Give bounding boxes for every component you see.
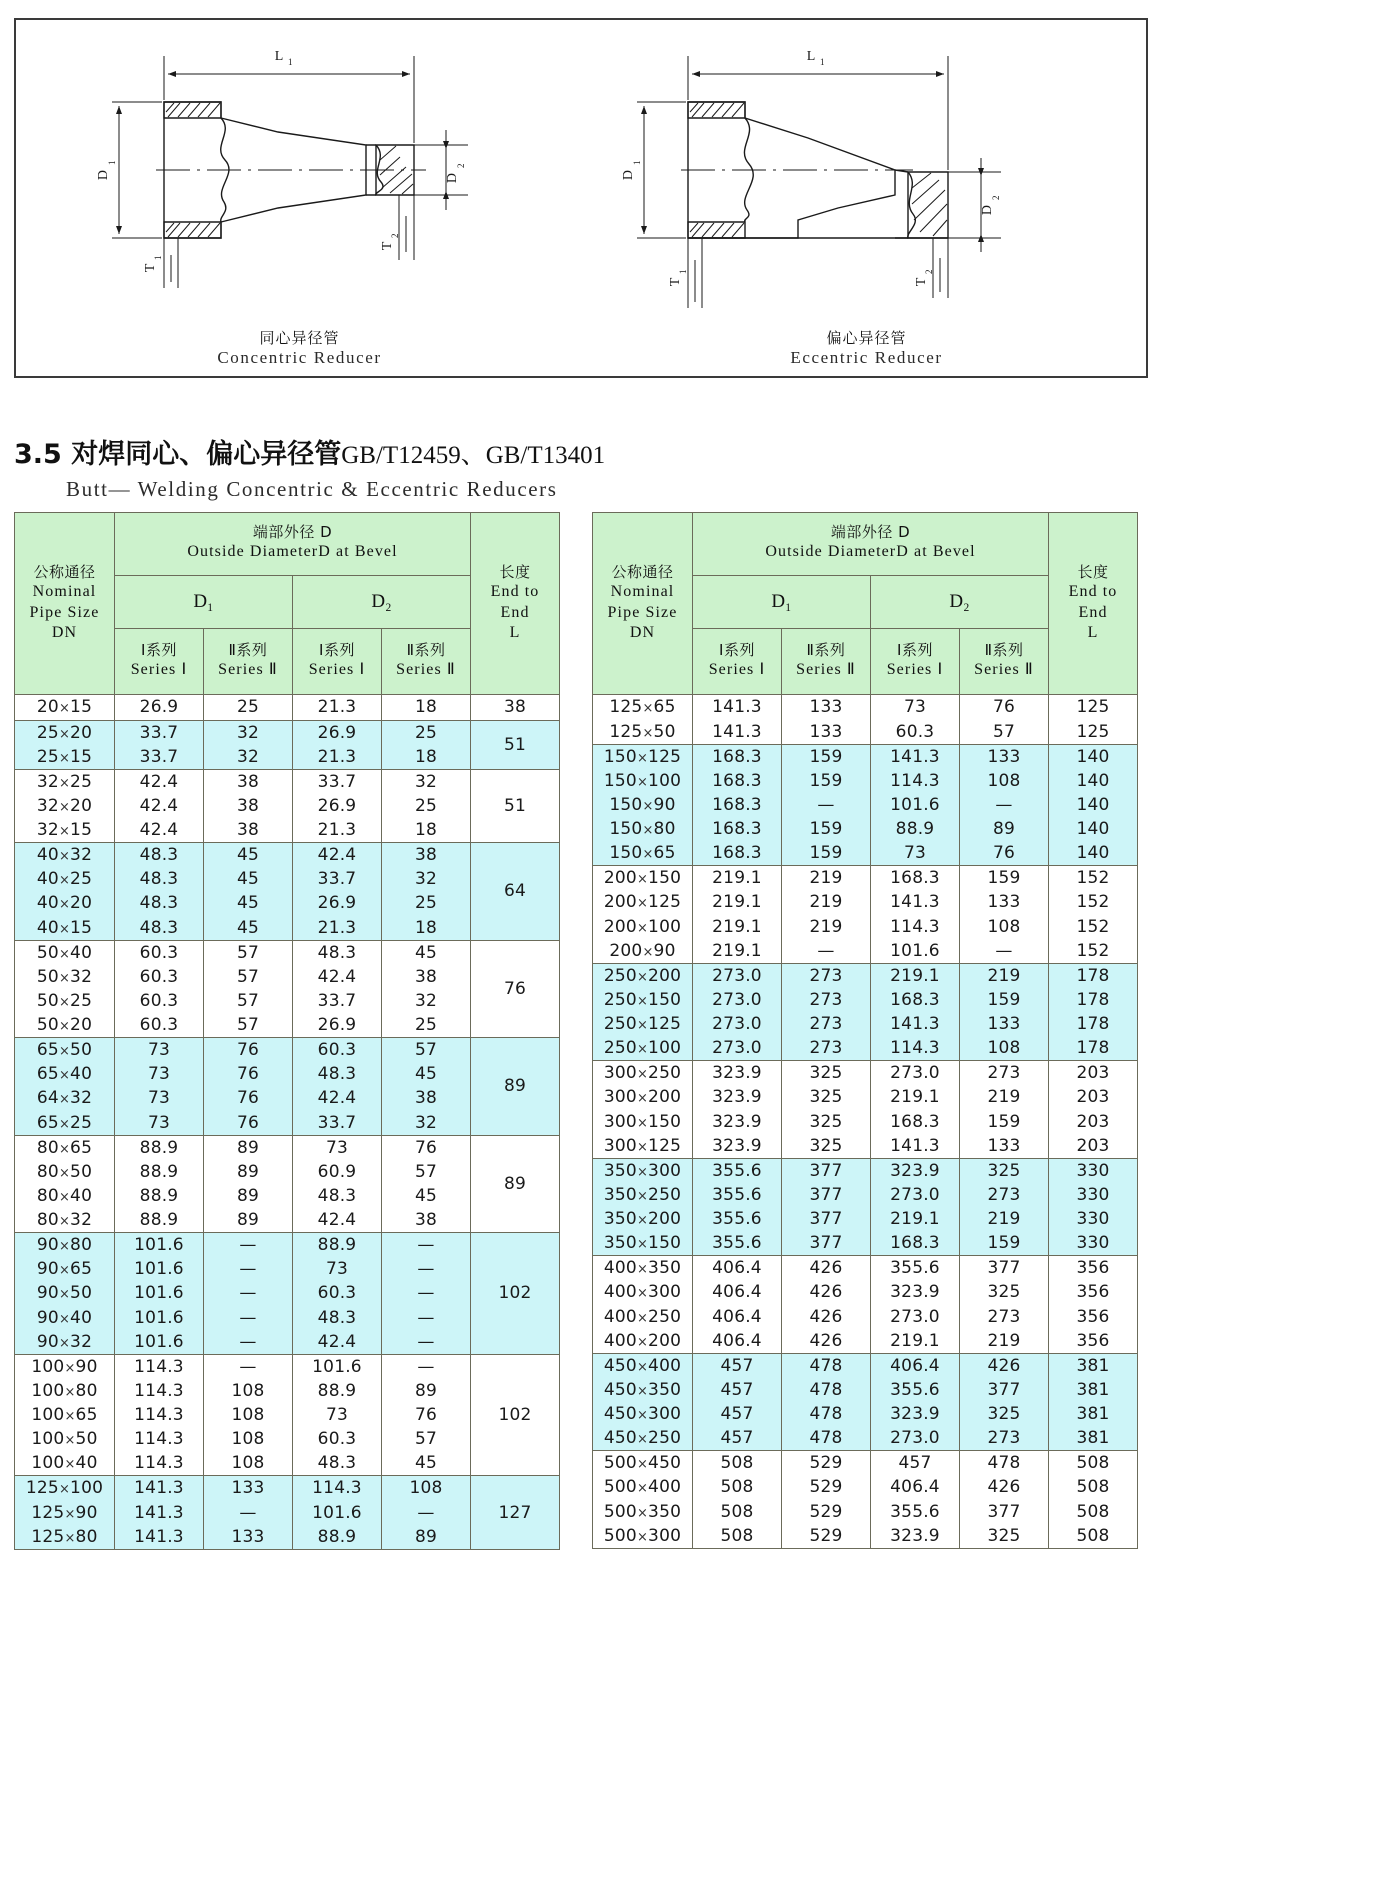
- th-d1: [115, 575, 293, 628]
- cell-dn: 25×20 25×15: [15, 720, 115, 769]
- cell-d2-series1: 73 60.3: [871, 695, 960, 744]
- th-nominal-pipe-size: [15, 513, 115, 695]
- cell-d1-series1: 33.7 33.7: [115, 720, 204, 769]
- cell-dn: 40×32 40×25 40×20 40×15: [15, 843, 115, 941]
- cell-d1-series2: 76 76 76 76: [204, 1038, 293, 1136]
- concentric-caption-en: Concentric Reducer: [217, 347, 382, 367]
- th-d1-s1-en: Series Ⅰ: [130, 660, 188, 678]
- cell-d1-series2: — — — — —: [204, 1233, 293, 1355]
- cell-end-to-end: 51: [471, 769, 560, 842]
- cell-d2-series1: 60.3 48.3 42.4 33.7: [293, 1038, 382, 1136]
- th-d1-s2-en: Series Ⅱ: [218, 660, 278, 678]
- dim-label-T2: T: [380, 241, 395, 251]
- cell-d1-series1: 88.9 88.9 88.9 88.9: [115, 1135, 204, 1233]
- cell-d1-series2: 32 32: [204, 720, 293, 769]
- dim-label-L1: L: [274, 49, 284, 64]
- table-row: [15, 695, 560, 720]
- table-row: [15, 1476, 560, 1549]
- cell-end-to-end: 127: [471, 1476, 560, 1549]
- cell-d1-series2: 273 273 273 273: [782, 963, 871, 1061]
- th-d2-s2-cn: Ⅱ系列: [406, 640, 446, 659]
- cell-d2-series1: 88.9 73 60.3 48.3 42.4: [293, 1233, 382, 1355]
- th-d1-series1: [115, 628, 204, 695]
- th-dn-cn-r: 公称通径: [611, 563, 674, 582]
- cell-d2-series2: — 89 76 57 45: [382, 1354, 471, 1476]
- cell-d1-series1: 48.3 48.3 48.3 48.3: [115, 843, 204, 941]
- th-d2-series2: [382, 628, 471, 695]
- cell-dn: 32×25 32×20 32×15: [15, 769, 115, 842]
- th-dn-en1: Nominal: [32, 582, 97, 600]
- cell-end-to-end: 140 140 140 140 140: [1049, 744, 1138, 866]
- th-d2-s2-cn-r: Ⅱ系列: [984, 640, 1024, 659]
- th-dn-cn: 公称通径: [33, 563, 96, 582]
- right-table-body: [593, 695, 1138, 1548]
- th-d2-s1-cn-r: Ⅰ系列: [897, 640, 933, 659]
- cell-d1-series1: 101.6 101.6 101.6 101.6 101.6: [115, 1233, 204, 1355]
- th-d1-s2-cn-r: Ⅱ系列: [806, 640, 846, 659]
- cell-d1-series2: 325 325 325 325: [782, 1061, 871, 1159]
- th-d1-series2: [204, 628, 293, 695]
- dim-label-D2: D: [445, 172, 460, 184]
- svg-text:1: 1: [288, 57, 293, 67]
- table-row: [15, 940, 560, 1038]
- cell-d1-series2: 159 159 — 159 159: [782, 744, 871, 866]
- cell-d2-series1: 141.3 114.3 101.6 88.9 73: [871, 744, 960, 866]
- left-spec-table: [14, 512, 560, 1550]
- cell-end-to-end: 125 125: [1049, 695, 1138, 744]
- section-standards: GB/T12459、GB/T13401: [341, 442, 606, 469]
- cell-d2-series1: 323.9 273.0 219.1 168.3: [871, 1158, 960, 1256]
- cell-d2-series2: 76 57 45 38: [382, 1135, 471, 1233]
- cell-d1-series1: 406.4 406.4 406.4 406.4: [693, 1256, 782, 1354]
- cell-d1-series1: 457 457 457 457: [693, 1353, 782, 1451]
- th-d2-s1-en: Series Ⅰ: [308, 660, 366, 678]
- th-d2-symbol-r: D₂: [949, 590, 970, 612]
- cell-d2-series2: 76 57: [960, 695, 1049, 744]
- table-row: [593, 866, 1138, 964]
- table-row: [15, 1233, 560, 1355]
- cell-d1-series1: 60.3 60.3 60.3 60.3: [115, 940, 204, 1038]
- cell-d2-series2: 273 219 159 133: [960, 1061, 1049, 1159]
- cell-d1-series1: 141.3 141.3 141.3: [115, 1476, 204, 1549]
- th-od-en-r: Outside DiameterD at Bevel: [765, 542, 976, 560]
- dim-label-T2-ecc: T: [914, 277, 929, 287]
- cell-d2-series2: 478 426 377 325: [960, 1451, 1049, 1549]
- cell-d2-series2: 57 45 38 32: [382, 1038, 471, 1136]
- cell-d2-series2: 219 159 133 108: [960, 963, 1049, 1061]
- svg-text:1: 1: [107, 160, 117, 165]
- cell-end-to-end: 89: [471, 1038, 560, 1136]
- cell-d1-series2: 133 133: [782, 695, 871, 744]
- section-number: 3.5: [14, 439, 62, 470]
- figure-concentric: [16, 20, 583, 376]
- svg-text:2: 2: [924, 269, 934, 274]
- cell-d1-series1: 73 73 73 73: [115, 1038, 204, 1136]
- cell-d2-series2: 325 273 219 159: [960, 1158, 1049, 1256]
- cell-dn: 350×300 350×250 350×200 350×150: [593, 1158, 693, 1256]
- cell-dn: 20×15: [15, 695, 115, 720]
- th-d1-r: [693, 575, 871, 628]
- dim-label-D1: D: [96, 169, 111, 181]
- cell-d2-series1: 48.3 42.4 33.7 26.9: [293, 940, 382, 1038]
- cell-end-to-end: 89: [471, 1135, 560, 1233]
- th-d2-series1-r: [871, 628, 960, 695]
- eccentric-caption: [583, 330, 1150, 368]
- eccentric-caption-en: Eccentric Reducer: [790, 347, 943, 367]
- cell-d1-series2: — 108 108 108 108: [204, 1354, 293, 1476]
- th-d2-r: [871, 575, 1049, 628]
- cell-d1-series2: 529 529 529 529: [782, 1451, 871, 1549]
- cell-d2-series2: 426 377 325 273: [960, 1353, 1049, 1451]
- header-row-1-r: [593, 513, 1138, 576]
- th-len-en2-r: End: [1078, 603, 1108, 621]
- th-len-en2: End: [500, 603, 530, 621]
- cell-dn: 400×350 400×300 400×250 400×200: [593, 1256, 693, 1354]
- cell-d1-series2: 25: [204, 695, 293, 720]
- cell-d1-series1: 508 508 508 508: [693, 1451, 782, 1549]
- cell-end-to-end: 381 381 381 381: [1049, 1353, 1138, 1451]
- th-nominal-pipe-size-r: [593, 513, 693, 695]
- table-row: [593, 695, 1138, 744]
- cell-d1-series2: 38 38 38: [204, 769, 293, 842]
- th-od-cn-r: 端部外径 D: [830, 523, 911, 541]
- th-d2-series1: [293, 628, 382, 695]
- cell-d2-series2: 108 — 89: [382, 1476, 471, 1549]
- th-d2-series2-r: [960, 628, 1049, 695]
- th-dn-en2: Pipe Size: [29, 603, 100, 621]
- cell-d1-series1: 219.1 219.1 219.1 219.1: [693, 866, 782, 964]
- concentric-caption: [16, 330, 583, 368]
- cell-d2-series2: 377 325 273 219: [960, 1256, 1049, 1354]
- cell-d2-series2: 45 38 32 25: [382, 940, 471, 1038]
- th-d1-symbol-r: D₁: [771, 590, 792, 612]
- cell-d2-series2: 25 18: [382, 720, 471, 769]
- th-d1-s2-en-r: Series Ⅱ: [796, 660, 856, 678]
- svg-text:2: 2: [390, 233, 400, 238]
- th-d1-s1-cn-r: Ⅰ系列: [719, 640, 755, 659]
- left-table-body: [15, 695, 560, 1549]
- section-title-en: Butt— Welding Concentric & Eccentric Reducers: [66, 477, 558, 501]
- section-heading-line1: [14, 432, 1164, 471]
- table-row: [593, 1451, 1138, 1549]
- cell-d2-series1: 457 406.4 355.6 323.9: [871, 1451, 960, 1549]
- th-dn-en2-r: Pipe Size: [607, 603, 678, 621]
- cell-end-to-end: 356 356 356 356: [1049, 1256, 1138, 1354]
- cell-d2-series1: 273.0 219.1 168.3 141.3: [871, 1061, 960, 1159]
- th-d1-series2-r: [782, 628, 871, 695]
- dim-label-L1-ecc: L: [806, 49, 816, 64]
- cell-end-to-end: 76: [471, 940, 560, 1038]
- table-row: [593, 1256, 1138, 1354]
- th-d2-s1-cn: Ⅰ系列: [319, 640, 355, 659]
- cell-dn: 80×65 80×50 80×40 80×32: [15, 1135, 115, 1233]
- right-table-wrap: [592, 512, 1137, 1549]
- left-table-wrap: [14, 512, 559, 1550]
- cell-d2-series1: 114.3 101.6 88.9: [293, 1476, 382, 1549]
- cell-dn: 500×450 500×400 500×350 500×300: [593, 1451, 693, 1549]
- dim-label-D2-ecc: D: [980, 204, 995, 216]
- svg-text:2: 2: [456, 163, 466, 168]
- cell-end-to-end: 38: [471, 695, 560, 720]
- svg-text:1: 1: [820, 57, 825, 67]
- th-len-en1-r: End to: [1068, 582, 1118, 600]
- table-row: [593, 1353, 1138, 1451]
- svg-text:2: 2: [991, 195, 1001, 200]
- cell-d1-series1: 355.6 355.6 355.6 355.6: [693, 1158, 782, 1256]
- cell-d2-series1: 101.6 88.9 73 60.3 48.3: [293, 1354, 382, 1476]
- cell-d1-series1: 26.9: [115, 695, 204, 720]
- cell-dn: 125×65 125×50: [593, 695, 693, 744]
- cell-end-to-end: 102: [471, 1354, 560, 1476]
- table-row: [593, 963, 1138, 1061]
- cell-d2-series1: 26.9 21.3: [293, 720, 382, 769]
- cell-dn: 300×250 300×200 300×150 300×125: [593, 1061, 693, 1159]
- cell-dn: 100×90 100×80 100×65 100×50 100×40: [15, 1354, 115, 1476]
- cell-d1-series2: 478 478 478 478: [782, 1353, 871, 1451]
- th-d2-symbol: D₂: [371, 590, 392, 612]
- th-dn-en1-r: Nominal: [610, 582, 675, 600]
- cell-d1-series1: 168.3 168.3 168.3 168.3 168.3: [693, 744, 782, 866]
- cell-d2-series2: 159 133 108 —: [960, 866, 1049, 964]
- cell-end-to-end: 330 330 330 330: [1049, 1158, 1138, 1256]
- cell-d1-series1: 141.3 141.3: [693, 695, 782, 744]
- table-row: [593, 1061, 1138, 1159]
- cell-d1-series1: 273.0 273.0 273.0 273.0: [693, 963, 782, 1061]
- th-od-cn: 端部外径 D: [252, 523, 333, 541]
- th-d2-s2-en-r: Series Ⅱ: [974, 660, 1034, 678]
- figure-eccentric: [583, 20, 1150, 376]
- cell-d2-series2: 18: [382, 695, 471, 720]
- th-len-cn: 长度: [499, 563, 531, 582]
- th-end-to-end: [471, 513, 560, 695]
- cell-d1-series2: 57 57 57 57: [204, 940, 293, 1038]
- th-d2-s2-en: Series Ⅱ: [396, 660, 456, 678]
- table-row: [593, 744, 1138, 866]
- cell-d2-series1: 73 60.9 48.3 42.4: [293, 1135, 382, 1233]
- cell-end-to-end: 102: [471, 1233, 560, 1355]
- right-spec-table: [592, 512, 1138, 1549]
- th-d1-series1-r: [693, 628, 782, 695]
- svg-text:1: 1: [632, 160, 642, 165]
- cell-d2-series1: 355.6 323.9 273.0 219.1: [871, 1256, 960, 1354]
- concentric-caption-cn: 同心异径管: [259, 329, 340, 347]
- cell-d1-series1: 42.4 42.4 42.4: [115, 769, 204, 842]
- table-row: [15, 720, 560, 769]
- cell-d2-series1: 168.3 141.3 114.3 101.6: [871, 866, 960, 964]
- cell-d1-series2: 377 377 377 377: [782, 1158, 871, 1256]
- cell-dn: 65×50 65×40 64×32 65×25: [15, 1038, 115, 1136]
- cell-dn: 90×80 90×65 90×50 90×40 90×32: [15, 1233, 115, 1355]
- dim-label-D1-ecc: D: [621, 169, 636, 181]
- th-len-en3: L: [509, 624, 521, 642]
- cell-d2-series2: — — — — —: [382, 1233, 471, 1355]
- cell-d2-series1: 33.7 26.9 21.3: [293, 769, 382, 842]
- cell-d1-series2: 426 426 426 426: [782, 1256, 871, 1354]
- section-heading: [14, 432, 1164, 502]
- cell-dn: 450×400 450×350 450×300 450×250: [593, 1353, 693, 1451]
- section-title-cn: 对焊同心、偏心异径管: [71, 439, 342, 470]
- svg-text:1: 1: [153, 255, 163, 260]
- cell-dn: 125×100 125×90 125×80: [15, 1476, 115, 1549]
- cell-d1-series1: 114.3 114.3 114.3 114.3 114.3: [115, 1354, 204, 1476]
- eccentric-caption-cn: 偏心异径管: [826, 329, 907, 347]
- th-od-en: Outside DiameterD at Bevel: [187, 542, 398, 560]
- table-row: [15, 769, 560, 842]
- eccentric-reducer-drawing: [583, 20, 1150, 320]
- th-outside-diameter-r: [693, 513, 1049, 576]
- cell-d1-series1: 323.9 323.9 323.9 323.9: [693, 1061, 782, 1159]
- cell-end-to-end: 203 203 203 203: [1049, 1061, 1138, 1159]
- th-len-en1: End to: [490, 582, 540, 600]
- th-end-to-end-r: [1049, 513, 1138, 695]
- cell-end-to-end: 64: [471, 843, 560, 941]
- cell-d2-series1: 406.4 355.6 323.9 273.0: [871, 1353, 960, 1451]
- concentric-reducer-drawing: [16, 20, 583, 320]
- table-row: [15, 1135, 560, 1233]
- cell-d1-series2: 45 45 45 45: [204, 843, 293, 941]
- cell-end-to-end: 178 178 178 178: [1049, 963, 1138, 1061]
- dim-label-T1-ecc: T: [668, 277, 683, 287]
- th-dn-en3-r: DN: [629, 624, 656, 642]
- table-row: [593, 1158, 1138, 1256]
- th-d1-s1-en-r: Series Ⅰ: [708, 660, 766, 678]
- table-row: [15, 1354, 560, 1476]
- cell-dn: 250×200 250×150 250×125 250×100: [593, 963, 693, 1061]
- cell-d1-series2: 89 89 89 89: [204, 1135, 293, 1233]
- th-d1-symbol: D₁: [193, 590, 214, 612]
- figure-box: [14, 18, 1148, 378]
- cell-d1-series2: 219 219 219 —: [782, 866, 871, 964]
- th-len-cn-r: 长度: [1077, 563, 1109, 582]
- svg-text:1: 1: [678, 269, 688, 274]
- cell-dn: 150×125 150×100 150×90 150×80 150×65: [593, 744, 693, 866]
- cell-end-to-end: 152 152 152 152: [1049, 866, 1138, 964]
- cell-d2-series2: 32 25 18: [382, 769, 471, 842]
- header-row-1: [15, 513, 560, 576]
- cell-end-to-end: 508 508 508 508: [1049, 1451, 1138, 1549]
- cell-d2-series1: 21.3: [293, 695, 382, 720]
- th-d2: [293, 575, 471, 628]
- dim-label-T1: T: [143, 263, 158, 273]
- cell-d2-series2: 38 32 25 18: [382, 843, 471, 941]
- th-d1-s2-cn: Ⅱ系列: [228, 640, 268, 659]
- cell-d2-series1: 42.4 33.7 26.9 21.3: [293, 843, 382, 941]
- th-d2-s1-en-r: Series Ⅰ: [886, 660, 944, 678]
- cell-dn: 200×150 200×125 200×100 200×90: [593, 866, 693, 964]
- cell-d2-series2: 133 108 — 89 76: [960, 744, 1049, 866]
- cell-end-to-end: 51: [471, 720, 560, 769]
- cell-d2-series1: 219.1 168.3 141.3 114.3: [871, 963, 960, 1061]
- cell-d1-series2: 133 — 133: [204, 1476, 293, 1549]
- th-d1-s1-cn: Ⅰ系列: [141, 640, 177, 659]
- th-len-en3-r: L: [1087, 624, 1099, 642]
- table-row: [15, 843, 560, 941]
- table-row: [15, 1038, 560, 1136]
- th-outside-diameter: [115, 513, 471, 576]
- th-dn-en3: DN: [51, 624, 78, 642]
- cell-dn: 50×40 50×32 50×25 50×20: [15, 940, 115, 1038]
